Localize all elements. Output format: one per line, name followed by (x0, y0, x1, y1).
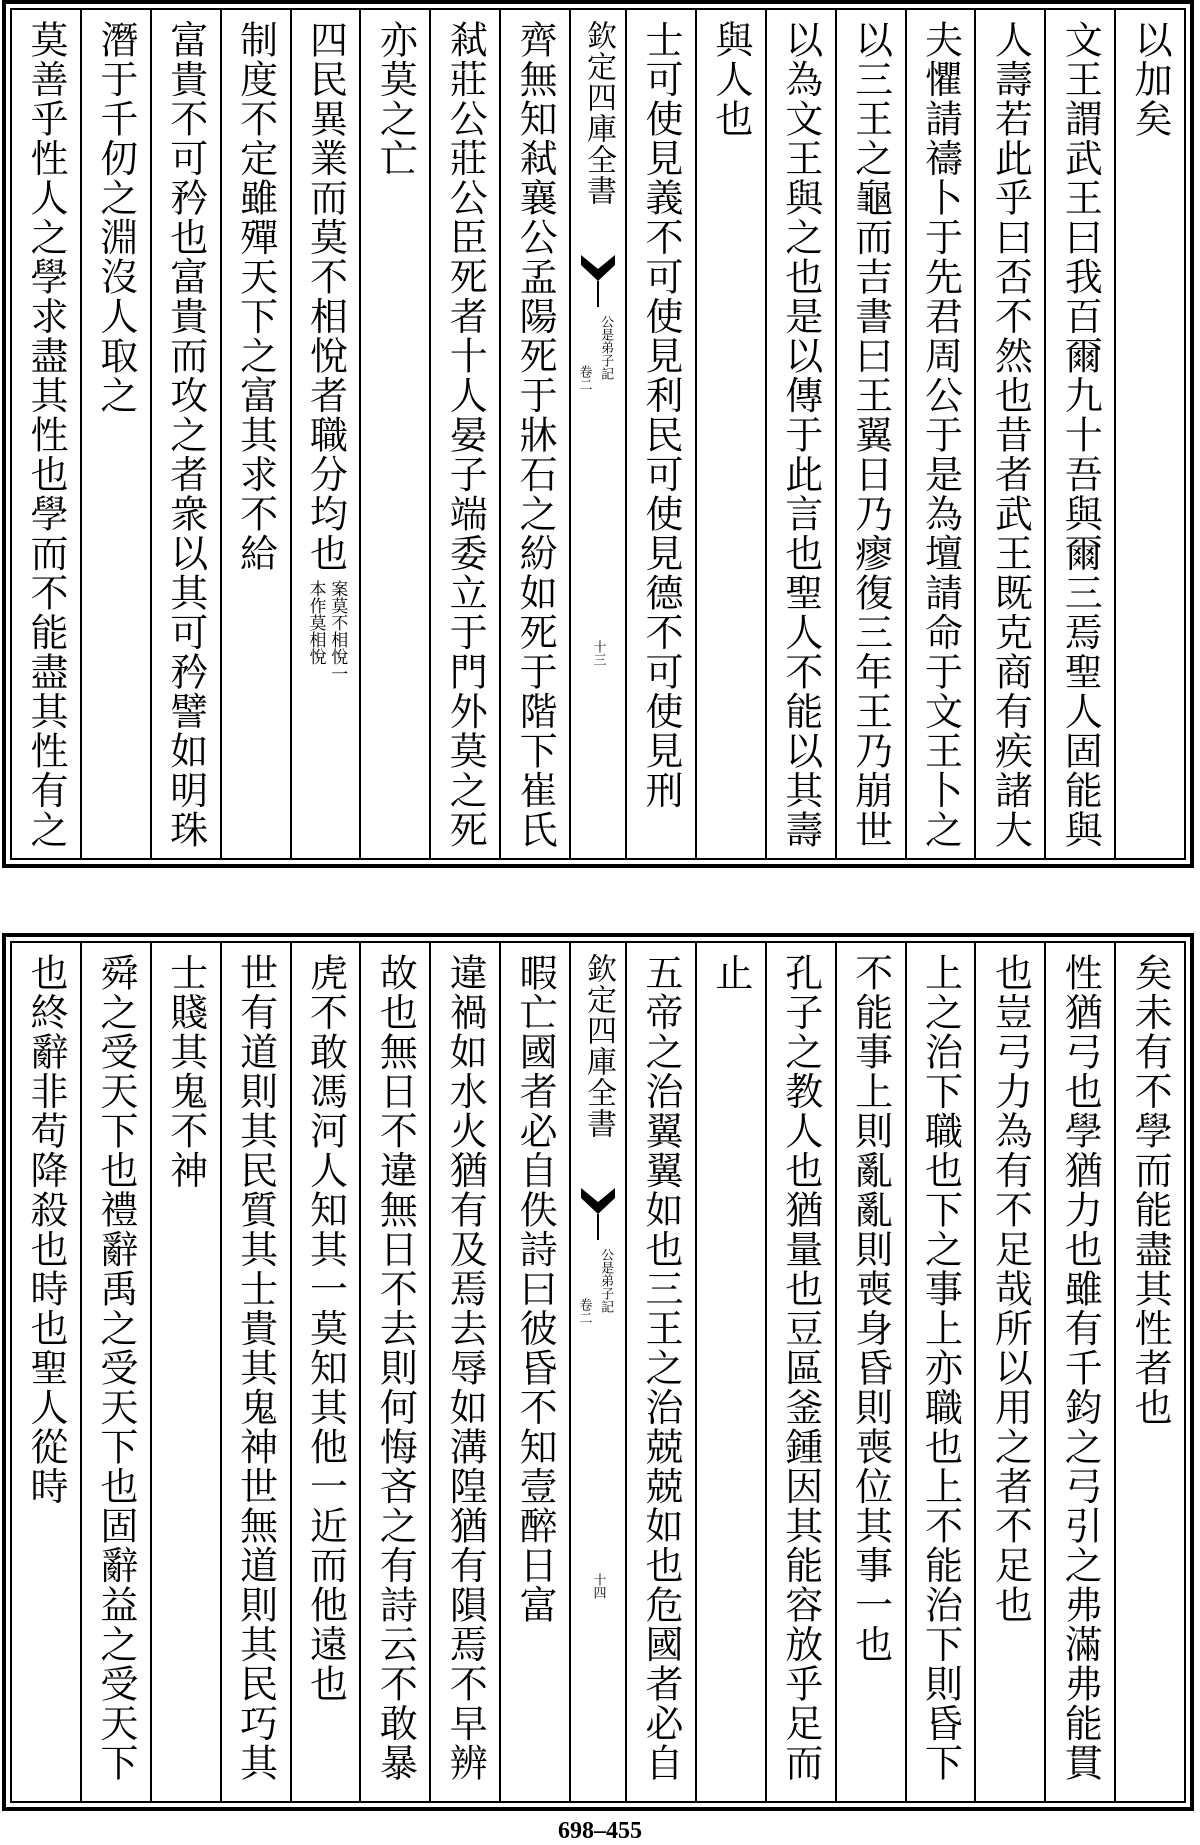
text-column (80, 943, 150, 1801)
bottom-page (2, 933, 1194, 1811)
text-column (80, 10, 150, 858)
text-column (150, 943, 220, 1801)
text-column (499, 10, 569, 858)
column-text: 士可使見義不可使見利民可使見德不可使見刑 (638, 20, 683, 810)
column-text: 也終辭非苟降殺也時也聖人從時 (23, 953, 68, 1506)
text-column (290, 943, 360, 1801)
text-column (220, 10, 290, 858)
column-text: 止 (708, 953, 753, 993)
column-text: 莫善乎性人之學求盡其性也學而不能盡其性有之 (23, 20, 68, 850)
top-page (2, 0, 1194, 868)
text-column (765, 943, 835, 1801)
text-column (974, 10, 1044, 858)
column-text: 也豈弓力為有不足哉所以用之者不足也 (988, 953, 1033, 1625)
gutter-book-title: 公是弟子記 (598, 1248, 614, 1313)
top-columns (12, 10, 1184, 858)
text-column (12, 943, 80, 1801)
gutter-page-number: 十四 (590, 1573, 606, 1599)
text-column (974, 943, 1044, 1801)
column-text: 制度不定雖殫天下之富其求不給 (233, 20, 278, 573)
column-text: 違禍如水火猶有及焉去辱如溝隍猶有隕焉不早辨 (443, 953, 488, 1783)
center-gutter (569, 943, 625, 1801)
text-column (695, 943, 765, 1801)
fish-tail-ornament-icon (579, 1188, 617, 1240)
text-column (905, 943, 975, 1801)
text-column (695, 10, 765, 858)
column-text: 矣未有不學而能盡其性者也 (1128, 953, 1173, 1427)
column-text: 以為文王與之也是以傳于此言也聖人不能以其壽 (778, 20, 823, 850)
column-text: 以三王之龜而吉書曰王翼日乃瘳復三年王乃崩世 (848, 20, 893, 850)
column-text: 弒莊公莊公臣死者十人晏子端委立于門外莫之死 (443, 20, 488, 850)
column-text: 虎不敢馮河人知其一莫知其他一近而他遠也 (303, 953, 348, 1704)
gutter-volume: 卷二 (576, 1298, 592, 1324)
note-line: 本作莫相悅 (305, 580, 326, 665)
text-column (429, 10, 499, 858)
column-text: 亦莫之亡 (373, 20, 418, 178)
bottom-columns (12, 943, 1184, 1801)
column-text: 性猶弓也學猶力也雖有千鈞之弓引之弗滿弗能貫 (1058, 953, 1103, 1783)
column-text: 暇亡國者必自佚詩曰彼昏不知壹醉日富 (513, 953, 558, 1625)
column-text: 孔子之教人也猶量也豆區釜鍾因其能容放乎足而 (778, 953, 823, 1783)
text-column (765, 10, 835, 858)
text-column (429, 943, 499, 1801)
column-text: 世有道則其民質其士貴其鬼神世無道則其民巧其 (233, 953, 278, 1783)
gutter-title: 欽定四庫全書 (581, 953, 616, 1139)
text-column (290, 10, 360, 858)
gutter-volume: 卷二 (576, 365, 592, 391)
text-column (625, 943, 695, 1801)
column-text: 夫懼請禱卜于先君周公于是為壇請命于文王卜之 (918, 20, 963, 850)
text-column (359, 10, 429, 858)
column-text: 四民異業而莫不相悅者職分均也 (303, 20, 348, 573)
column-text: 文王謂武王曰我百爾九十吾與爾三焉聖人固能與 (1058, 20, 1103, 850)
column-text: 上之治下職也下之事上亦職也上不能治下則昏下 (918, 953, 963, 1783)
text-column (835, 943, 905, 1801)
text-column (220, 943, 290, 1801)
column-text: 五帝之治翼翼如也三王之治兢兢如也危國者必自 (638, 953, 683, 1783)
annotation-note (306, 580, 346, 682)
text-column (1114, 943, 1184, 1801)
column-text: 人壽若此乎曰否不然也昔者武王既克商有疾諸大 (988, 20, 1033, 850)
column-text: 潛于千仞之淵沒人取之 (93, 20, 138, 415)
page-reference-number: 698–455 (558, 1818, 642, 1844)
text-column (625, 10, 695, 858)
text-column (905, 10, 975, 858)
column-text: 故也無日不違無日不去則何悔吝之有詩云不敢暴 (373, 953, 418, 1783)
column-text: 不能事上則亂亂則喪身昏則喪位其事一也 (848, 953, 893, 1664)
text-column (835, 10, 905, 858)
text-column (1114, 10, 1184, 858)
column-text: 齊無知弒襄公孟陽死于牀石之紛如死于階下崔氏 (513, 20, 558, 850)
gutter-page-number: 十三 (590, 640, 606, 666)
fish-tail-ornament-icon (579, 255, 617, 307)
text-column (150, 10, 220, 858)
column-text: 以加矣 (1128, 20, 1173, 139)
text-column (1044, 10, 1114, 858)
center-gutter (569, 10, 625, 858)
text-column (12, 10, 80, 858)
column-text: 士賤其鬼不神 (163, 953, 208, 1190)
column-text: 與人也 (708, 20, 753, 139)
column-text: 舜之受天下也禮辭禹之受天下也固辭益之受天下 (93, 953, 138, 1783)
text-column (359, 943, 429, 1801)
text-column (499, 943, 569, 1801)
note-line: 案莫不相悅一 (327, 580, 348, 682)
gutter-book-title: 公是弟子記 (598, 315, 614, 380)
gutter-title: 欽定四庫全書 (581, 20, 616, 206)
top-page-frame (10, 8, 1186, 860)
bottom-page-frame (10, 941, 1186, 1803)
text-column (1044, 943, 1114, 1801)
column-text: 富貴不可矜也富貴而攻之者衆以其可矜譬如明珠 (163, 20, 208, 850)
